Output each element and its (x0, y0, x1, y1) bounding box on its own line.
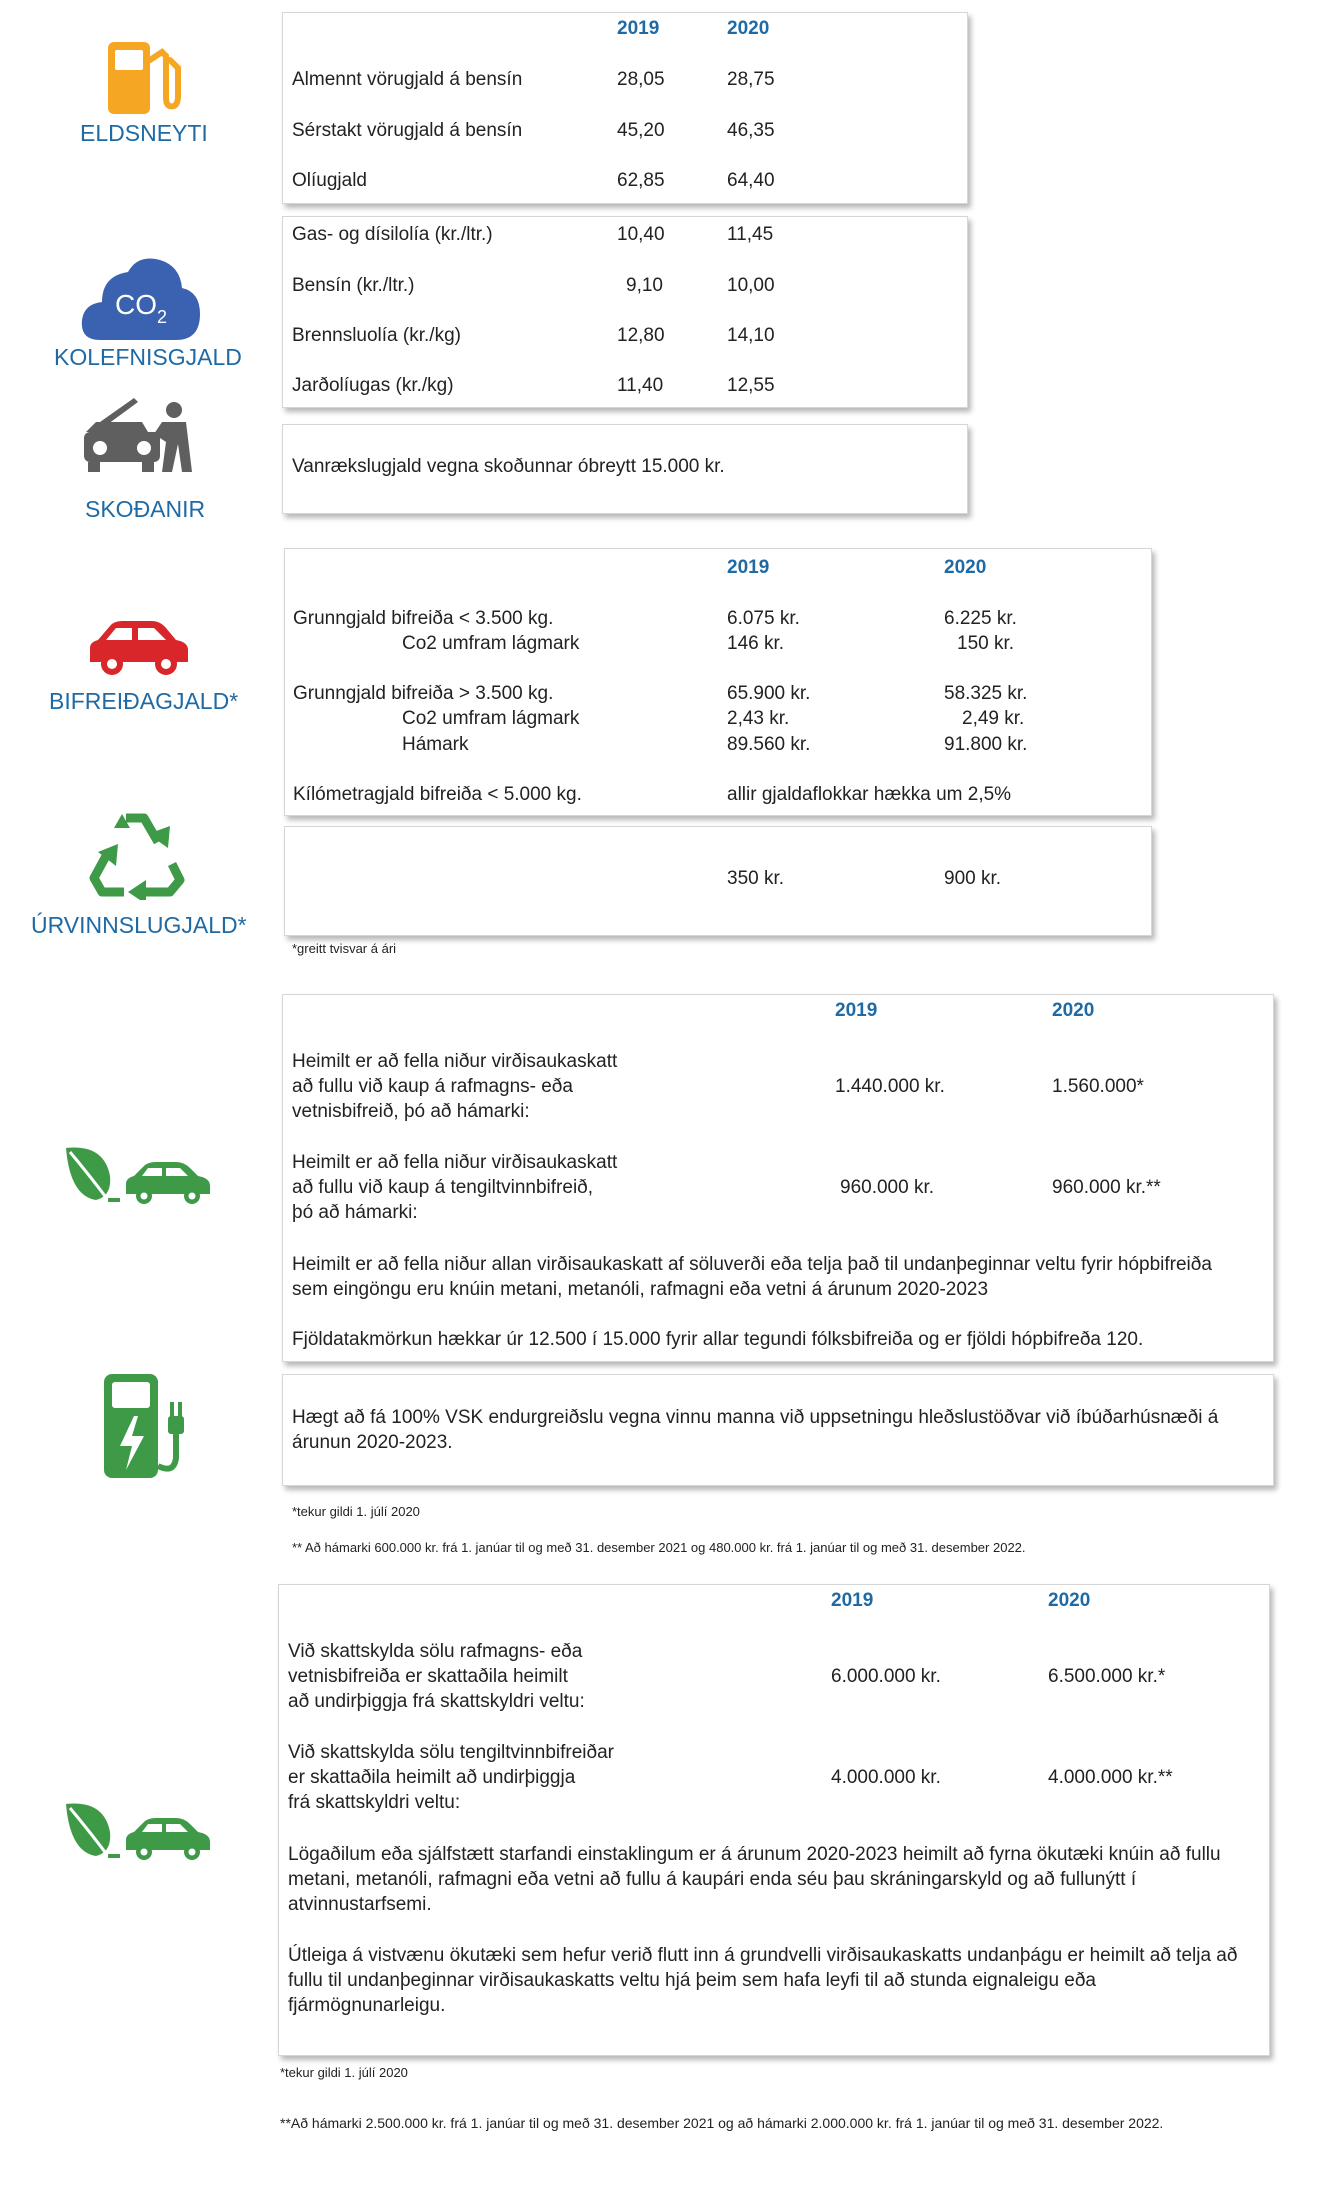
carbon-row-2019: 12,80 (617, 325, 665, 346)
car-mechanic-icon (82, 392, 204, 476)
vat-sale-row1-2020: 6.500.000 kr.* (1048, 1666, 1166, 1687)
carbon-row-2019: 9,10 (626, 275, 663, 296)
vat-sale-row2-line: er skattaðila heimilt að undirþiggja (288, 1767, 576, 1788)
vehicle-row-value: allir gjaldaflokkar hækka um 2,5% (727, 784, 1012, 805)
vehicle-row-2019: 65.900 kr. (727, 683, 811, 704)
vat-sale-year-2019: 2019 (831, 1590, 874, 1611)
vehicle-row-name: Kílómetragjald bifreiða < 5.000 kg. (293, 784, 582, 805)
leaf-car-icon (64, 1802, 214, 1862)
vat-purchase-row2-line: að fullu við kaup á tengiltvinnbifreið, (292, 1177, 594, 1198)
vat-sale-footnote-1: *tekur gildi 1. júlí 2020 (280, 2065, 408, 2080)
vat-purchase-row1-line: Heimilt er að fella niður virðisaukaskatt (292, 1051, 618, 1072)
vehicle-row-name: Co2 umfram lágmark (402, 633, 580, 654)
fuel-row-name: Olíugjald (292, 170, 367, 191)
fuel-row-name: Almennt vörugjald á bensín (292, 69, 523, 90)
vat-sale-row1-line: að undirþiggja frá skattskyldri veltu: (288, 1691, 585, 1712)
vat-sale-footnote-2: **Að hámarki 2.500.000 kr. frá 1. janúar til og með 31. desember 2021 og að hámarki 2.000.000 kr. frá 1. janúar til og með 31. desember 2022. (280, 2115, 1164, 2131)
vat-sale-row1-line: vetnisbifreiða er skattaðila heimilt (288, 1666, 568, 1687)
co2-subscript: 2 (157, 307, 168, 327)
charging-text: Hægt að fá 100% VSK endurgreiðslu vegna vinnu manna við uppsetningu hleðslustöðvar við íbúðarhúsnæði á árunun 2020-2023. (292, 1407, 1219, 1453)
vat-purchase-row1-2019: 1.440.000 kr. (835, 1076, 945, 1097)
fuel-row-2019: 28,05 (617, 69, 665, 90)
vat-sale-row1-line: Við skattskylda sölu rafmagns- eða (288, 1641, 583, 1662)
recycling-footnote: *greitt tvisvar á ári (292, 941, 397, 956)
vehicle-row-name: Hámark (402, 734, 469, 755)
carbon-row-name: Bensín (kr./ltr.) (292, 275, 415, 296)
vehicle-row-name: Co2 umfram lágmark (402, 708, 580, 729)
vehicle-row-2019: 146 kr. (727, 633, 785, 654)
vehicle-row-2020: 150 kr. (957, 633, 1015, 654)
vehicle-row-name: Grunngjald bifreiða < 3.500 kg. (293, 608, 554, 629)
carbon-row-2020: 10,00 (727, 275, 775, 296)
vat-purchase-row1-line: vetnisbifreið, þó að hámarki: (292, 1101, 530, 1122)
charging-footnote-1: *tekur gildi 1. júlí 2020 (292, 1504, 420, 1519)
carbon-row-2020: 11,45 (727, 224, 774, 245)
vat-purchase-paragraph: Fjöldatakmörkun hækkar úr 12.500 í 15.000 fyrir allar tegundi fólksbifreiða og er fjöldi hópbifreða 120. (292, 1329, 1144, 1350)
carbon-row-2019: 10,40 (617, 224, 665, 245)
fuel-row-2019: 62,85 (617, 170, 665, 191)
vat-purchase-row2-line: þó að hámarki: (292, 1202, 418, 1223)
vat-purchase-row1-line: að fullu við kaup á rafmagns- eða (292, 1076, 573, 1097)
recycling-label: ÚRVINNSLUGJALD* (31, 912, 247, 938)
fuel-label: ELDSNEYTI (80, 120, 208, 146)
carbon-row-2020: 14,10 (727, 325, 775, 346)
recycling-box (284, 826, 1152, 936)
co2-text: CO (115, 289, 157, 320)
vat-sale-paragraph: Lögaðilum eða sjálfstætt starfandi einstaklingum er á árunum 2020-2023 heimilt að fyrna ökutæki knúin að fullu metani, metanóli, rafmagni eða vetni að fullu á kaupári enda séu þau skráningarskyld og að fullunýtt í atvinnustarfsemi. (288, 1844, 1221, 1915)
carbon-label: KOLEFNISGJALD (54, 344, 242, 370)
carbon-row-2020: 12,55 (727, 375, 775, 396)
vehicle-year-2020: 2020 (944, 557, 987, 578)
vat-purchase-row2-2019: 960.000 kr. (840, 1177, 935, 1198)
fuel-row-2019: 45,20 (617, 120, 665, 141)
vat-purchase-row2-line: Heimilt er að fella niður virðisaukaskatt (292, 1152, 618, 1173)
vehicle-row-2020: 58.325 kr. (944, 683, 1028, 704)
vehicle-year-2019: 2019 (727, 557, 770, 578)
vat-sale-year-2020: 2020 (1048, 1590, 1091, 1611)
fuel-row-name: Sérstakt vörugjald á bensín (292, 120, 523, 141)
vat-sale-row1-2019: 6.000.000 kr. (831, 1666, 941, 1687)
inspection-label: SKOÐANIR (85, 496, 206, 522)
vehicle-row-2020: 2,49 kr. (962, 708, 1025, 729)
vehicle-row-2020: 6.225 kr. (944, 608, 1017, 629)
fuel-year-2019: 2019 (617, 18, 660, 39)
vehicle-row-name: Grunngjald bifreiða > 3.500 kg. (293, 683, 554, 704)
fuel-pump-icon (104, 38, 182, 118)
vehicle-row-2019: 2,43 kr. (727, 708, 790, 729)
vat-purchase-year-2020: 2020 (1052, 1000, 1095, 1021)
vat-sale-row2-2020: 4.000.000 kr.** (1048, 1767, 1173, 1788)
vat-sale-row2-line: frá skattskyldri veltu: (288, 1792, 461, 1813)
leaf-car-icon (64, 1146, 214, 1206)
recycling-2019: 350 kr. (727, 868, 785, 889)
vat-purchase-year-2019: 2019 (835, 1000, 878, 1021)
vat-sale-paragraph: Útleiga á vistvænu ökutæki sem hefur verið flutt inn á grundvelli virðisaukaskatts undanþágu er heimilt að telja að fullu til undanþeginnar virðisaukaskatts veltu hjá þeim sem hafa leyfi til að stunda eignaleigu eða fjármögnunarleigu. (288, 1945, 1238, 2016)
recycle-icon (88, 808, 186, 900)
fuel-row-2020: 64,40 (727, 170, 775, 191)
vehicle-row-2019: 6.075 kr. (727, 608, 800, 629)
vat-purchase-paragraph: Heimilt er að fella niður allan virðisaukaskatt af söluverði eða telja það til undanþeginnar veltu fyrir hópbifreiða sem eingöngu eru knúin metani, metanóli, rafmagni eða vetni á árunum 2020-2023 (292, 1254, 1212, 1300)
carbon-row-name: Brennsluolía (kr./kg) (292, 325, 461, 346)
carbon-row-2019: 11,40 (617, 375, 664, 396)
inspection-text: Vanrækslugjald vegna skoðunnar óbreytt 15.000 kr. (292, 456, 725, 477)
fuel-row-2020: 46,35 (727, 120, 775, 141)
vehicle-row-2020: 91.800 kr. (944, 734, 1028, 755)
vehicle-row-2019: 89.560 kr. (727, 734, 811, 755)
charging-footnote-2: ** Að hámarki 600.000 kr. frá 1. janúar til og með 31. desember 2021 og 480.000 kr. frá 1. janúar til og með 31. desember 2022. (292, 1540, 1026, 1555)
carbon-row-name: Gas- og dísilolía (kr./ltr.) (292, 224, 493, 245)
vat-purchase-row2-2020: 960.000 kr.** (1052, 1177, 1161, 1198)
red-car-icon (86, 618, 192, 678)
fuel-year-2020: 2020 (727, 18, 770, 39)
charging-station-icon (102, 1372, 212, 1480)
carbon-row-name: Jarðolíugas (kr./kg) (292, 375, 454, 396)
vehicle-fee-label: BIFREIÐAGJALD* (49, 688, 239, 714)
fuel-row-2020: 28,75 (727, 69, 775, 90)
vat-sale-row2-2019: 4.000.000 kr. (831, 1767, 941, 1788)
recycling-2020: 900 kr. (944, 868, 1002, 889)
vat-sale-row2-line: Við skattskylda sölu tengiltvinnbifreiðar (288, 1742, 614, 1763)
vat-purchase-row1-2020: 1.560.000* (1052, 1076, 1144, 1097)
